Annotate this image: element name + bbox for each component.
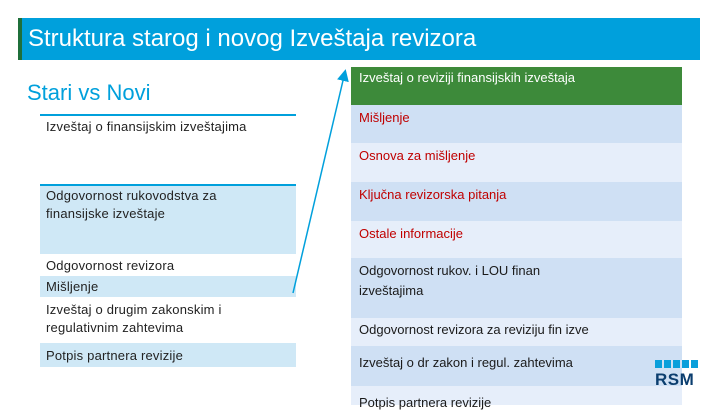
right-item-opinion: Mišljenje bbox=[359, 110, 410, 125]
left-item-opinion: Mišljenje bbox=[46, 279, 99, 294]
left-item-signature: Potpis partnera revizije bbox=[46, 348, 184, 363]
slide-subtitle: Stari vs Novi bbox=[27, 80, 151, 105]
logo-text: RSM bbox=[655, 370, 695, 389]
right-item-management: Odgovornost rukov. i LOU finan izveštajima bbox=[359, 263, 541, 298]
right-item-other-info: Ostale informacije bbox=[359, 226, 464, 241]
right-item-other-requirements: Izveštaj o dr zakon i regul. zahtevima bbox=[359, 355, 573, 370]
right-item-auditor: Odgovornost revizora za reviziju fin izve bbox=[359, 322, 589, 337]
left-item-management: Odgovornost rukovodstva za finansijske izveštaje bbox=[46, 188, 217, 221]
logo-bars bbox=[655, 360, 707, 368]
right-header: Izveštaj o reviziji finansijskih izveštaja bbox=[359, 70, 576, 85]
slide-title: Struktura starog i novog Izveštaja revizora bbox=[28, 25, 477, 52]
left-item-report: Izveštaj o finansijskim izveštajima bbox=[46, 119, 247, 134]
rsm-logo bbox=[655, 360, 707, 392]
right-item-basis: Osnova za mišljenje bbox=[359, 148, 476, 163]
left-item-auditor: Odgovornost revizora bbox=[46, 258, 175, 273]
left-item-other-requirements: Izveštaj o drugim zakonskim i regulativnim zahtevima bbox=[46, 302, 222, 335]
right-item-signature: Potpis partnera revizije bbox=[359, 395, 492, 410]
right-item-key-matters: Ključna revizorska pitanja bbox=[359, 187, 507, 202]
